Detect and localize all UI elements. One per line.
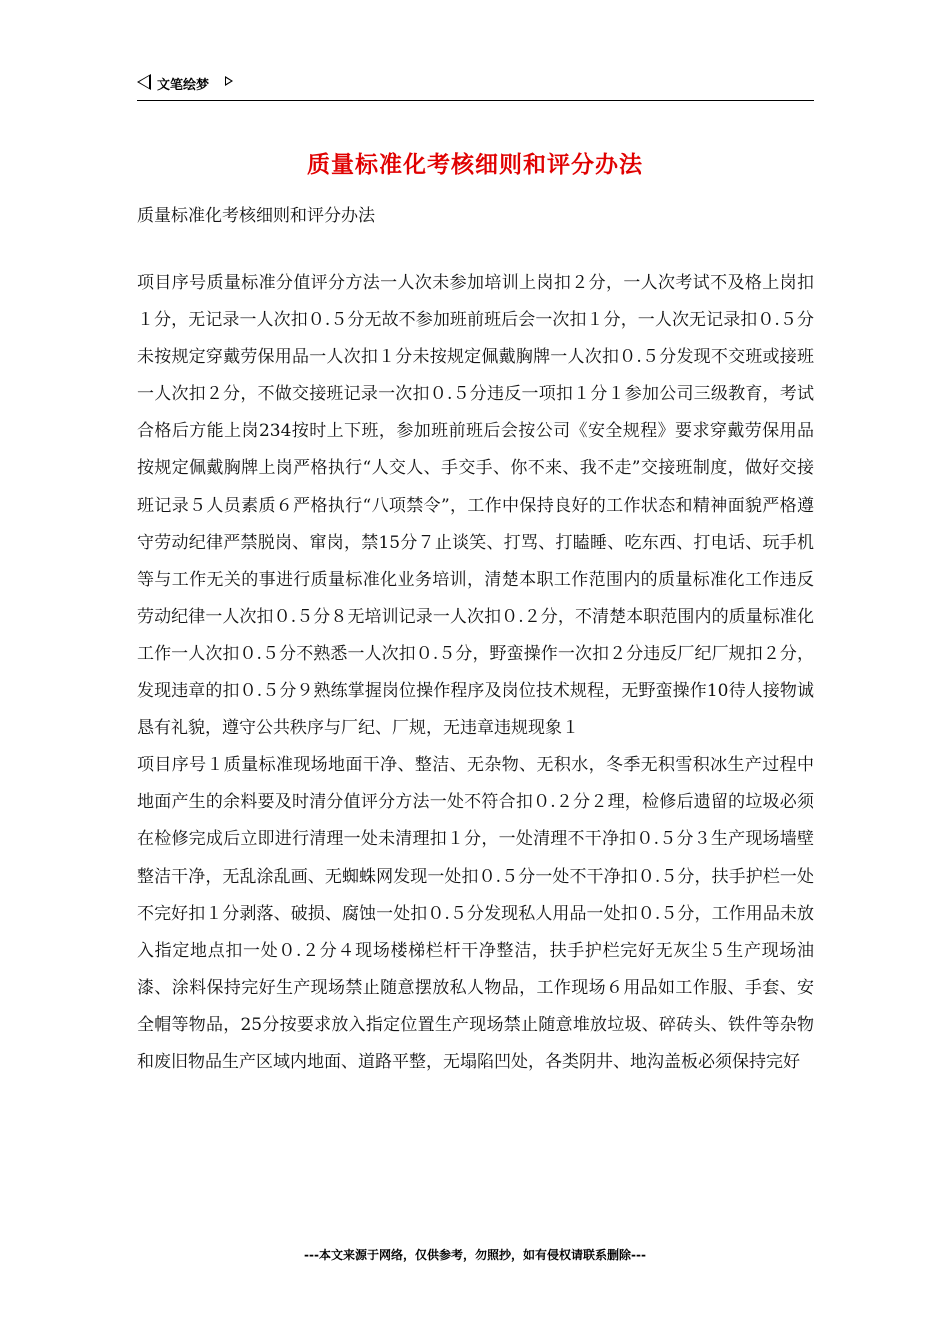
left-triangle-icon [137,74,151,90]
document-title: 质量标准化考核细则和评分办法 [307,152,643,178]
footer-notice: ---本文来源于网络，仅供参考，勿照抄，如有侵权请联系删除--- [304,1248,646,1262]
body-paragraph: 项目序号质量标准分值评分方法一人次未参加培训上岗扣２分，一人次考试不及格上岗扣１分，无记录一人次扣０.５分无故不参加班前班后会一次扣１分，一人次无记录扣０.５分未按规定穿戴劳保用品一人次扣１分未按规定佩戴胸牌一人次扣０.５分发现不交班或接班一人次扣２分，不做交接班记录一次扣０.５分违反一项扣１分１参加公司三级教育，考试合格后方能上岗234按时上下班，参加班前班后会按公司《安全规程》要求穿戴劳保用品按规定佩戴胸牌上岗严格执行“人交人、手交手、你不来、我不走”交接班制度，做好交接班记录５人员素质６严格执行“八项禁令”，工作中保持良好的工作状态和精神面貌严格遵守劳动纪律严禁脱岗、窜岗，禁15分７止谈笑、打骂、打瞌睡、吃东西、打电话、玩手机等与工作无关的事进行质量标准化业务培训，清楚本职工作范围内的质量标准化工作违反劳动纪律一人次扣０.５分８无培训记录一人次扣０.２分，不清楚本职范围内的质量标准化工作一人次扣０.５分不熟悉一人次扣０.５分，野蛮操作一次扣２分违反厂纪厂规扣２分，发现违章的扣０.５分９熟练掌握岗位操作程序及岗位技术规程，无野蛮操作10待人接物诚恳有礼貌，遵守公共秩序与厂纪、厂规，无违章违规现象１ [137,273,814,739]
document-subtitle: 质量标准化考核细则和评分办法 [137,206,375,226]
header-brand: 文笔绘梦 [157,78,210,93]
page-header [137,70,814,101]
right-triangle-icon [225,76,233,86]
body-paragraph: 项目序号１质量标准现场地面干净、整洁、无杂物、无积水，冬季无积雪积冰生产过程中地面产生的余料要及时清分值评分方法一处不符合扣０.２分２理，检修后遗留的垃圾必须在检修完成后立即进行清理一处未清理扣１分，一处清理不干净扣０.５分３生产现场墙壁整洁干净，无乱涂乱画、无蜘蛛网发现一处扣０.５分一处不干净扣０.５分，扶手护栏一处不完好扣１分剥落、破损、腐蚀一处扣０.５分发现私人用品一处扣０.５分，工作用品未放入指定地点扣一处０.２分４现场楼梯栏杆干净整洁，扶手护栏完好无灰尘５生产现场油漆、涂料保持完好生产现场禁止随意摆放私人物品，工作现场６用品如工作服、手套、安全帽等物品，25分按要求放入指定位置生产现场禁止随意堆放垃圾、碎砖头、铁件等杂物和废旧物品生产区域内地面、道路平整，无塌陷凹处，各类阴井、地沟盖板必须保持完好 [137,755,814,1072]
document-body [137,265,814,1081]
